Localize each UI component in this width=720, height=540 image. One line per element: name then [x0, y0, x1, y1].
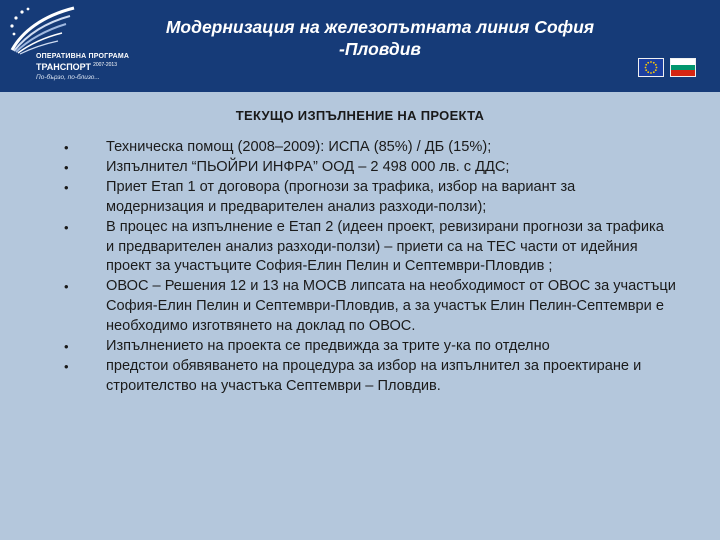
page-title-line-2: -Пловдив: [339, 39, 421, 59]
list-item: [64, 158, 676, 178]
list-item-text: Изпълнител “ПЬОЙРИ ИНФРА” ООД – 2 498 000 лв. с ДДС;: [106, 158, 510, 175]
page-title: [120, 16, 640, 60]
list-item: [64, 178, 676, 218]
logo-swoosh-icon: [8, 6, 78, 56]
bullet-icon: •: [64, 159, 69, 175]
page-title-line-1: Модернизация на железопътната линия София: [165, 17, 595, 37]
bullet-icon: •: [64, 140, 69, 155]
bullet-icon: •: [64, 219, 69, 235]
section-heading: ТЕКУЩО ИЗПЪЛНЕНИЕ НА ПРОЕКТА: [235, 108, 485, 123]
list-item: [64, 138, 676, 158]
list-item: [64, 337, 676, 357]
list-item-text: предстои обявяването на процедура за избор на изпълнител за проектиране и строителство на участъка Септември – Пловдив.: [106, 357, 642, 394]
list-item-text: ОВОС – Решения 12 и 13 на МОСВ липсата на необходимост от ОВОС за участъци София-Елин Пелин и Септември-Пловдив, а за участък Елин Пелин-Септември е необходимо изготвянето на доклад по ОВОС.: [106, 278, 676, 335]
list-item-text: Приет Етап 1 от договора (прогнози за трафика, избор на вариант за модернизация и предварителен анализ разходи-ползи);: [106, 178, 576, 215]
list-item: [64, 357, 676, 397]
header-bar: [0, 0, 720, 92]
bullet-icon: •: [64, 339, 69, 355]
bullet-icon: •: [64, 358, 69, 374]
bullet-icon: •: [64, 279, 69, 295]
bullet-icon: •: [64, 179, 69, 195]
list-item: [64, 218, 676, 278]
list-item-text: Изпълнението на проекта се предвижда за трите у-ка по отделно: [106, 338, 550, 355]
logo-programme-label: ОПЕРАТИВНА ПРОГРАМА: [36, 53, 130, 60]
bulgaria-flag-icon: [670, 58, 696, 77]
eu-flag-icon: [638, 58, 664, 77]
operational-programme-transport-logo: [8, 6, 133, 86]
logo-tagline: По-бързо, по-близо...: [36, 74, 100, 81]
logo-years-label: 2007-2013: [93, 62, 117, 68]
logo-transport-label: ТРАНСПОРТ $^{2007-2013}$: [36, 62, 117, 72]
list-item: [64, 277, 676, 337]
bullet-list: [64, 138, 676, 397]
list-item-text: В процес на изпълнение е Етап 2 (идеен проект, ревизирани прогнози за трафика и предварителен анализ разходи-ползи) – приети са на ТЕС части от идейния проект за участъците София-Елин Пелин и Септември-Пловдив ;: [106, 218, 664, 275]
list-item-text: Техническа помощ (2008–2009): ИСПА (85%) / ДБ (15%);: [106, 139, 492, 155]
